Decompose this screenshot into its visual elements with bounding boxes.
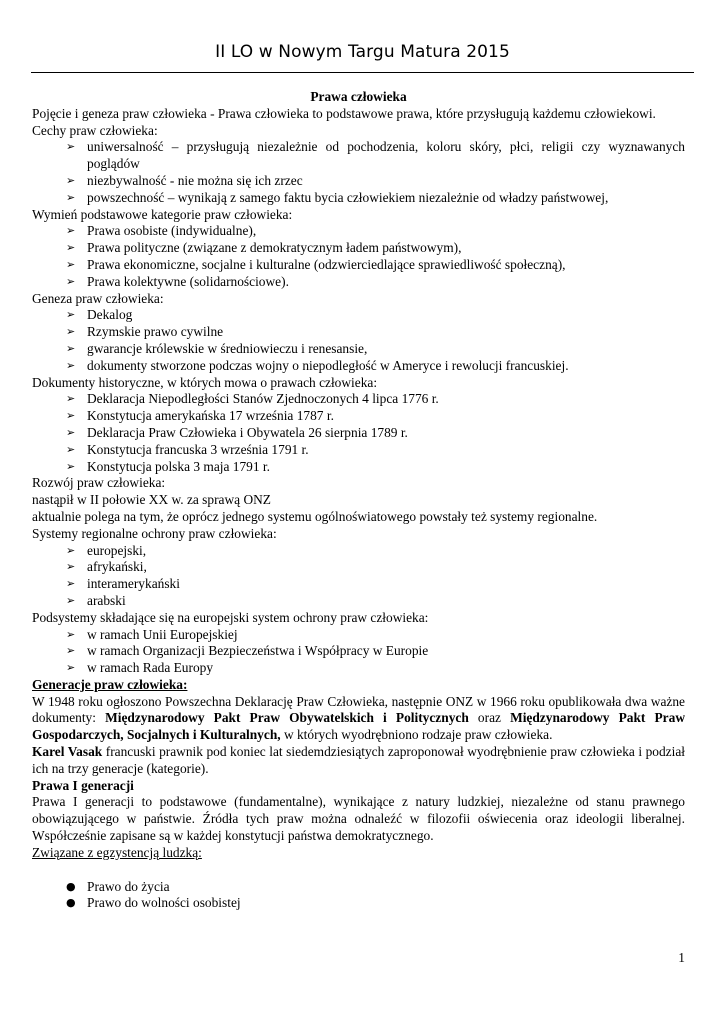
list-item: ➢ w ramach Unii Europejskiej [66,626,238,642]
section-heading-regionalne: Systemy regionalne ochrony praw człowieka: [32,525,277,541]
arrow-icon: ➢ [66,224,76,238]
list-cechy [32,139,685,206]
spacer [32,862,685,879]
arrow-icon: ➢ [66,577,76,591]
subheading-egzystencja: Związane z egzystencją ludzką: [32,844,202,860]
arrow-icon: ➢ [66,661,76,675]
arrow-icon: ➢ [66,627,76,641]
list-item: ➢ Konstytucja amerykańska 17 września 1787 r. [66,408,334,424]
arrow-icon: ➢ [66,442,76,456]
section-heading-kategorie: Wymień podstawowe kategorie praw człowieka: [32,206,293,222]
list-regionalne [32,543,685,610]
arrow-icon: ➢ [66,644,76,658]
arrow-icon: ➢ [66,459,76,473]
list-prawa-i [32,879,685,913]
list-item: ➢ afrykański, [66,559,147,575]
section-heading-generacje: Generacje praw człowieka: [32,676,188,692]
arrow-icon: ➢ [66,173,76,187]
list-geneza [32,307,685,374]
arrow-icon: ➢ [66,409,76,423]
intro-paragraph: Pojęcie i geneza praw człowieka - Prawa człowieka to podstawowe prawa, które przysługują każdemu człowiekowi. [32,105,656,121]
page-header: II LO w Nowym Targu Matura 2015 [215,42,510,62]
list-podsystemy [32,627,685,677]
arrow-icon: ➢ [66,543,76,557]
list-item: ➢ powszechność – wynikają z samego faktu bycia człowiekiem niezależnie od władzy państwowej, [66,189,609,205]
generacje-paragraph-1: W 1948 roku ogłoszono Powszechna Deklarację Praw Człowieka, następnie ONZ w 1966 roku opublikowała dwa ważne dokumenty: Międzynarodowy Pakt Praw Obywatelskich i Politycznych oraz Międzynarodowy Pakt Praw Gospodarczych, Socjalnych i Kulturalnych, w których wyodrębniono rodzaje praw człowieka. [32,693,685,743]
arrow-icon: ➢ [66,257,76,271]
rozwoj-line-1: nastąpił w II połowie XX w. za sprawą ONZ [32,492,271,508]
list-item: ➢ Prawa kolektywne (solidarnościowe). [66,273,289,289]
arrow-icon: ➢ [66,560,76,574]
prawa-i-paragraph: Prawa I generacji to podstawowe (fundamentalne), wynikające z natury ludzkiej, niezależne od stanu prawnego obowiązującego w państwie. Źródła tych praw można odnaleźć w filozofii oświecenia oraz ideologii liberalnej. Współcześnie zapisane są w każdej konstytucji państwa demokratycznego. [32,794,685,844]
arrow-icon: ➢ [66,425,76,439]
rozwoj-line-2: aktualnie polega na tym, że oprócz jednego systemu ogólnoświatowego powstały też systemy regionalne. [32,508,598,524]
arrow-icon: ➢ [66,308,76,322]
arrow-icon: ➢ [66,190,76,204]
arrow-icon: ➢ [66,241,76,255]
section-heading-rozwoj: Rozwój praw człowieka: [32,475,166,491]
list-item: ➢ w ramach Rada Europy [66,660,214,676]
list-item: ➢ Deklaracja Praw Człowieka i Obywatela 26 sierpnia 1789 r. [66,424,408,440]
arrow-icon: ➢ [66,392,76,406]
list-item: ➢ dokumenty stworzone podczas wojny o niepodległość w Ameryce i rewolucji francuskiej. [66,357,569,373]
list-item: ➢ uniwersalność – przysługują niezależnie od pochodzenia, koloru skóry, płci, religii czy wyznawanych poglądów [66,139,685,172]
list-dokumenty [32,391,685,475]
list-item: ➢ Konstytucja polska 3 maja 1791 r. [66,458,270,474]
section-heading-prawa-i: Prawa I generacji [32,777,134,793]
list-item: ➢ Deklaracja Niepodległości Stanów Zjednoczonych 4 lipca 1776 r. [66,391,439,407]
list-item: ➢ arabski [66,592,126,608]
section-heading-geneza: Geneza praw człowieka: [32,290,164,306]
list-item: ➢ niezbywalność - nie można się ich zrzec [66,172,303,188]
list-item: ➢ gwarancje królewskie w średniowieczu i renesansie, [66,340,368,356]
list-item: ● Prawo do życia [66,878,170,894]
list-item: ● Prawo do wolności osobistej [66,895,241,911]
bullet-icon: ● [66,879,76,893]
arrow-icon: ➢ [66,593,76,607]
list-item: ➢ w ramach Organizacji Bezpieczeństwa i Współpracy w Europie [66,643,429,659]
list-item: ➢ Rzymskie prawo cywilne [66,324,224,340]
generacje-paragraph-2: Karel Vasak francuski prawnik pod koniec lat siedemdziesiątych zaproponował wyodrębnienie praw człowieka i podział ich na trzy generacje (kategorie). [32,744,685,776]
list-item: ➢ Dekalog [66,307,133,323]
arrow-icon: ➢ [66,325,76,339]
document-body [32,89,685,912]
list-item: ➢ Prawa ekonomiczne, socjalne i kulturalne (odzwierciedlające sprawiedliwość społeczną), [66,256,566,272]
section-heading-cechy: Cechy praw człowieka: [32,122,158,138]
arrow-icon: ➢ [66,341,76,355]
section-heading-podsystemy: Podsystemy składające się na europejski system ochrony praw człowieka: [32,609,429,625]
arrow-icon: ➢ [66,140,76,154]
bullet-icon: ● [66,896,76,910]
list-item: ➢ europejski, [66,542,147,558]
list-item: ➢ interamerykański [66,576,180,592]
list-item: ➢ Konstytucja francuska 3 września 1791 r. [66,441,309,457]
page-number: 1 [678,950,685,965]
header-divider [31,72,694,73]
list-kategorie [32,223,685,290]
document-title: Prawa człowieka [310,89,407,104]
section-heading-dokumenty: Dokumenty historyczne, w których mowa o prawach człowieka: [32,374,378,390]
list-item: ➢ Prawa polityczne (związane z demokratycznym ładem państwowym), [66,240,462,256]
list-item: ➢ Prawa osobiste (indywidualne), [66,223,257,239]
arrow-icon: ➢ [66,358,76,372]
arrow-icon: ➢ [66,274,76,288]
